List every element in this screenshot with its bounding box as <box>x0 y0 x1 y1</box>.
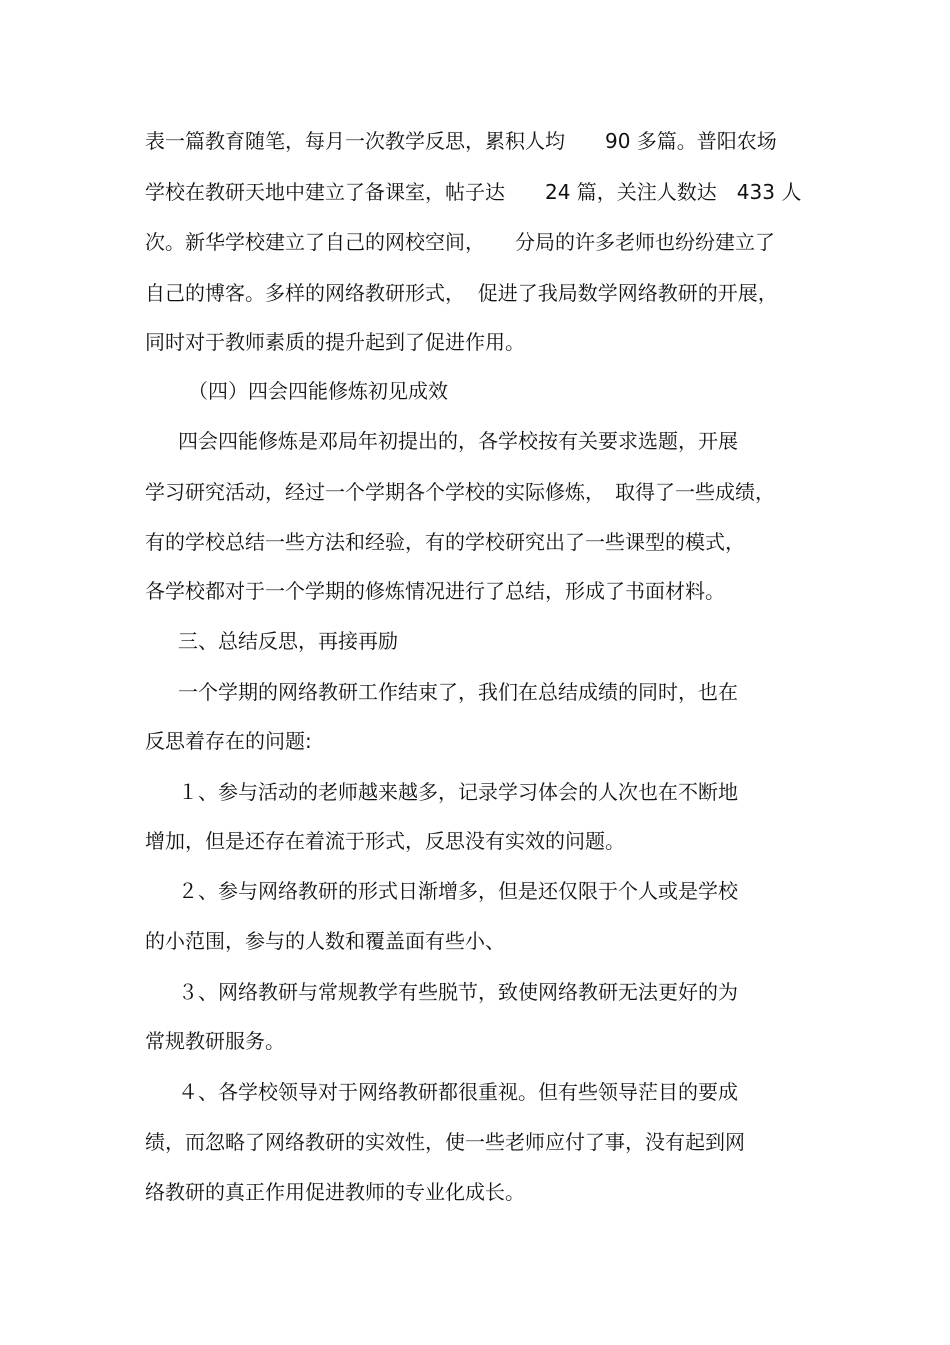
text-line-12: 一个学期的网络教研工作结束了，我们在总结成绩的同时，也在 <box>178 680 738 704</box>
list-item-2-line-2: 的小范围，参与的人数和覆盖面有些小、 <box>145 929 505 953</box>
text-line-1: 表一篇教育随笔，每月一次教学反思，累积人均 90 多篇。普阳农场 <box>145 129 777 153</box>
list-item-3-line-2: 常规教研服务。 <box>145 1029 285 1053</box>
text-line-10: 各学校都对于一个学期的修炼情况进行了总结，形成了书面材料。 <box>145 579 725 603</box>
list-item-1-line-2: 增加，但是还存在着流于形式，反思没有实效的问题。 <box>145 829 625 853</box>
section-heading-3: 三、总结反思，再接再励 <box>178 629 398 653</box>
text-line-8: 学习研究活动，经过一个学期各个学校的实际修炼， 取得了一些成绩， <box>145 480 775 504</box>
text-line-7: 四会四能修炼是邓局年初提出的，各学校按有关要求选题，开展 <box>178 429 738 453</box>
text-line-13: 反思着存在的问题: <box>145 729 312 753</box>
text-line-3: 次。新华学校建立了自己的网校空间， 分局的许多老师也纷纷建立了 <box>145 230 775 254</box>
text-line-9: 有的学校总结一些方法和经验，有的学校研究出了一些课型的模式， <box>145 530 745 554</box>
list-item-3-line-1: ３、网络教研与常规教学有些脱节，致使网络教研无法更好的为 <box>178 980 738 1004</box>
list-item-2-line-1: ２、参与网络教研的形式日渐增多，但是还仅限于个人或是学校 <box>178 879 738 903</box>
section-heading-4: （四）四会四能修炼初见成效 <box>188 379 448 403</box>
text-line-4: 自己的博客。多样的网络教研形式， 促进了我局数学网络教研的开展， <box>145 281 778 305</box>
list-item-4-line-3: 络教研的真正作用促进教师的专业化成长。 <box>145 1180 525 1204</box>
text-line-2: 学校在教研天地中建立了备课室，帖子达 24 篇，关注人数达 433 人 <box>145 180 802 204</box>
list-item-1-line-1: １、参与活动的老师越来越多，记录学习体会的人次也在不断地 <box>178 780 738 804</box>
text-line-5: 同时对于教师素质的提升起到了促进作用。 <box>145 330 525 354</box>
list-item-4-line-2: 绩，而忽略了网络教研的实效性，使一些老师应付了事，没有起到网 <box>145 1130 745 1154</box>
list-item-4-line-1: ４、各学校领导对于网络教研都很重视。但有些领导茫目的要成 <box>178 1080 738 1104</box>
